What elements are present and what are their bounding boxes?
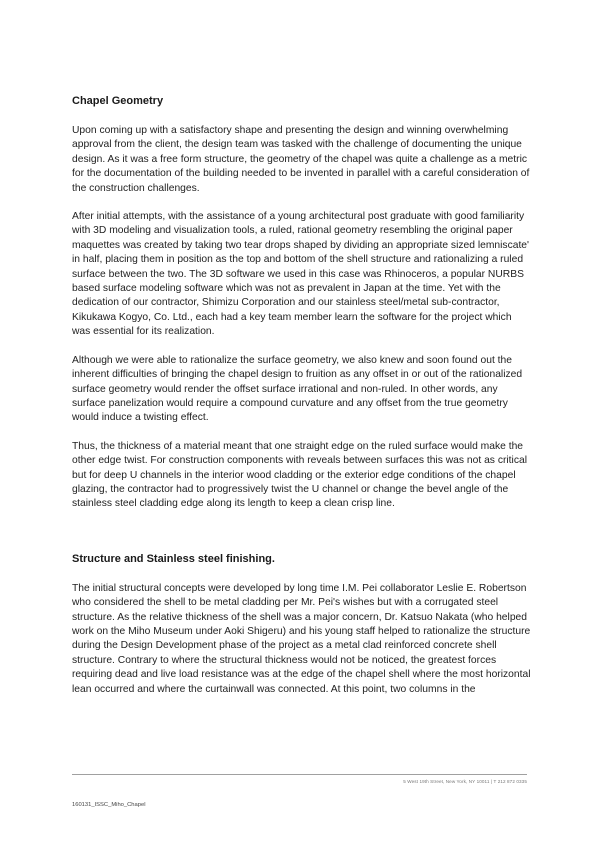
section-heading-chapel-geometry: Chapel Geometry [72,95,164,107]
paragraph: Upon coming up with a satisfactory shape and presenting the design and winning overwhelming approval from the client, the design team was tasked with the challenge of documenting the unique design. As it was a free form structure, the geometry of the chapel was quite a challenge as a metric for the documentation of the building needed to be invented in parallel with a careful consideration of the construction challenges. [72,125,530,194]
document-code: 160131_ISSC_Miho_Chapel [72,802,146,808]
paragraph: The initial structural concepts were developed by long time I.M. Pei collaborator Leslie E. Robertson who considered the shell to be metal cladding per Mr. Pei's wishes but with a corrugated steel structure. As the relative thickness of the shell was a major concern, Dr. Katsuo Nakata (who helped work on the Miho Museum under Aoki Shigeru) and his young staff helped to rationalize the structure during the Design Development phase of the project as a metal clad reinforced concrete shell structure. Contrary to where the structural thickness would not be noticed, the greatest forces requiring dead and live load resistance was at the edge of the chapel shell where the most horizontal lean occurred and where the curtainwall was connected. At this point, two columns in the [72,582,531,695]
document-body [72,94,532,697]
footer-address: 5 West 19th Street, New York, NY 10011 | T 212 872 0335 [403,779,527,784]
paragraph: After initial attempts, with the assistance of a young architectural post graduate with good familiarity with 3D modeling and visualization tools, a ruled, rational geometry resembling the original paper maquettes was created by taking two tear drops shaped by dividing an appropriate sized lemniscate' in half, placing them in position as the top and bottom of the shell structure and rationalizing a ruled surface between the two. The 3D software we used in this case was Rhinoceros, a popular NURBS based surface modeling software which was not as prevalent in Japan at the time. Yet with the dedication of our contractor, Shimizu Corporation and our stainless steel/metal sub-contractor, Kikukawa Kogyo, Co. Ltd., each had a key team member learn the software for the project which was essential for its realization. [72,211,530,338]
paragraph: Thus, the thickness of a material meant that one straight edge on the ruled surface would make the other edge twist. For construction components with reveals between surfaces this was not as critical but for deep U channels in the interior wood cladding or the exterior edge conditions of the chapel glazing, the contractor had to progressively twist the U channel or change the bevel angle of the stainless steel cladding edge along its length to keep a clean crisp line. [72,440,527,510]
section-heading-structure: Structure and Stainless steel finishing. [72,552,275,565]
footer-rule [72,774,527,775]
paragraph: Although we were able to rationalize the surface geometry, we also knew and soon found out the inherent difficulties of bringing the chapel design to fruition as any offset in or out of the rationalized surface geometry would render the offset surface irrational and non-ruled. In other words, any surface panelization would require a compound curvature and any offset from the true geometry would induce a twisting effect. [72,354,523,424]
